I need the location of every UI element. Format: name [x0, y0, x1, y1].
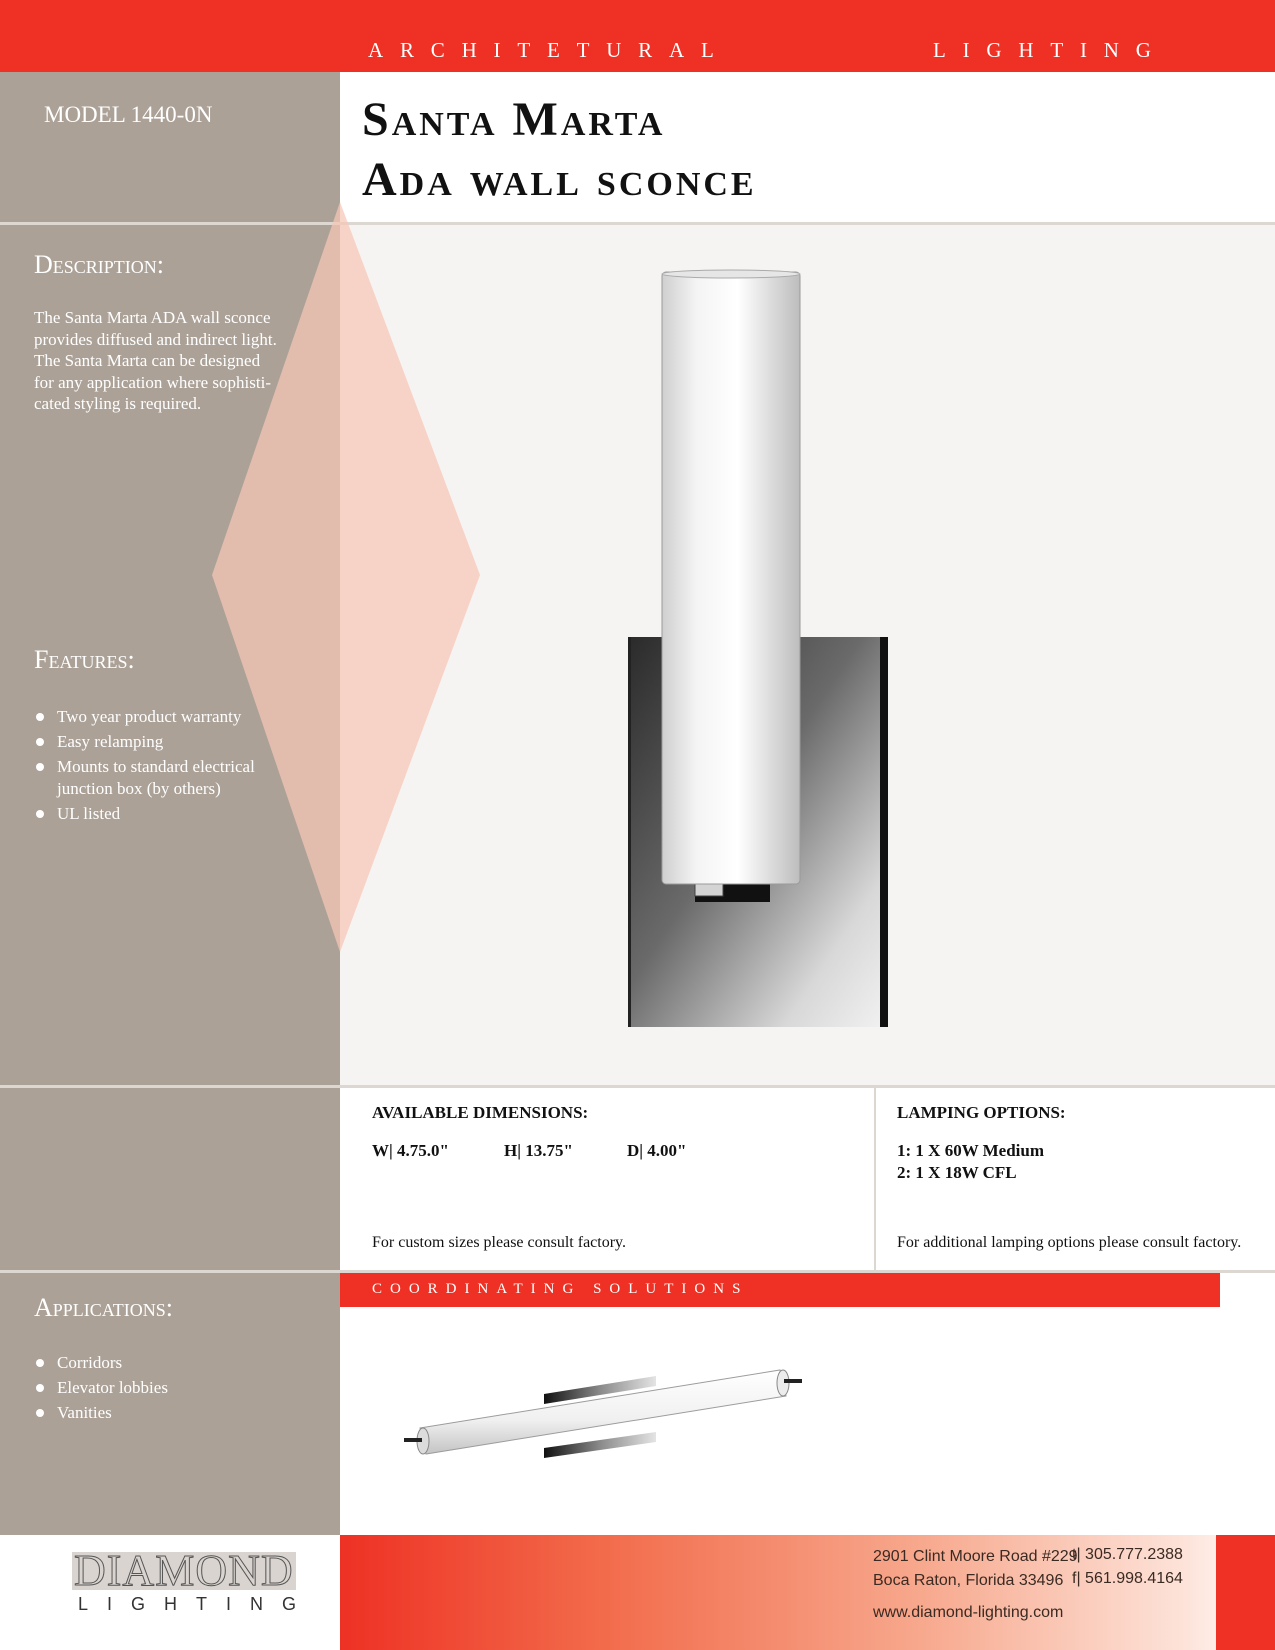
product-title: Santa Marta	[362, 93, 666, 146]
applications-list	[34, 1352, 289, 1427]
feature-item: UL listed	[34, 803, 289, 825]
dimension-width: W| 4.75.0"	[372, 1141, 449, 1160]
features-list	[34, 706, 289, 828]
description-line: for any application where sophisti-	[34, 372, 271, 392]
description-heading: Description:	[34, 250, 165, 279]
dimension-height: H| 13.75"	[504, 1141, 573, 1160]
header-bar	[0, 0, 1275, 72]
diamond-lighting-logo	[72, 1546, 332, 1614]
description-line: The Santa Marta can be designed	[34, 351, 261, 370]
footer-address-line2: Boca Raton, Florida 33496	[873, 1572, 1064, 1589]
application-item: Vanities	[34, 1402, 289, 1424]
footer-phone: t| 305.777.2388	[1072, 1546, 1183, 1563]
wall-sconce-image	[610, 262, 895, 1030]
feature-item: Mounts to standard electrical junction box (by others)	[34, 756, 289, 799]
dimensions-heading: AVAILABLE DIMENSIONS:	[372, 1103, 589, 1122]
feature-item: Easy relamping	[34, 731, 289, 753]
model-number: MODEL 1440-0N	[44, 102, 213, 127]
logo-subtitle: LIGHTING	[78, 1594, 316, 1614]
header-word-architectural: ARCHITETURAL	[368, 38, 731, 62]
dimension-depth: D| 4.00"	[627, 1141, 687, 1160]
features-heading: Features:	[34, 645, 135, 674]
product-subtitle: Ada wall sconce	[362, 153, 757, 206]
logo-wordmark: DIAMOND	[74, 1546, 294, 1595]
lamping-option-2: 2: 1 X 18W CFL	[897, 1163, 1017, 1182]
lamping-heading: LAMPING OPTIONS:	[897, 1103, 1066, 1122]
section-divider	[0, 222, 1275, 225]
header-word-lighting: LIGHTING	[933, 38, 1168, 62]
applications-heading: Applications:	[34, 1293, 174, 1322]
description-line: provides diffused and indirect light.	[34, 329, 277, 349]
footer-fax: f| 561.998.4164	[1072, 1570, 1183, 1587]
coordinating-solutions-label: COORDINATING SOLUTIONS	[372, 1281, 749, 1297]
footer-bar-end	[1216, 1535, 1275, 1650]
application-item: Corridors	[34, 1352, 289, 1374]
description-line: cated styling is required.	[34, 394, 202, 413]
section-divider	[0, 1085, 1275, 1088]
feature-item: Two year product warranty	[34, 706, 289, 728]
coordinating-solutions-bar	[340, 1273, 1220, 1307]
lamping-option-1: 1: 1 X 60W Medium	[897, 1141, 1045, 1160]
dimensions-note: For custom sizes please consult factory.	[372, 1234, 627, 1251]
description-text	[34, 307, 309, 415]
lamping-note: For additional lamping options please consult factory.	[897, 1234, 1242, 1251]
application-item: Elevator lobbies	[34, 1377, 289, 1399]
description-line: The Santa Marta ADA wall sconce	[34, 308, 271, 327]
vanity-light-image	[400, 1362, 810, 1462]
footer-website[interactable]: www.diamond-lighting.com	[873, 1604, 1064, 1621]
column-divider	[874, 1088, 876, 1270]
footer-address-line1: 2901 Clint Moore Road #229	[873, 1548, 1078, 1565]
